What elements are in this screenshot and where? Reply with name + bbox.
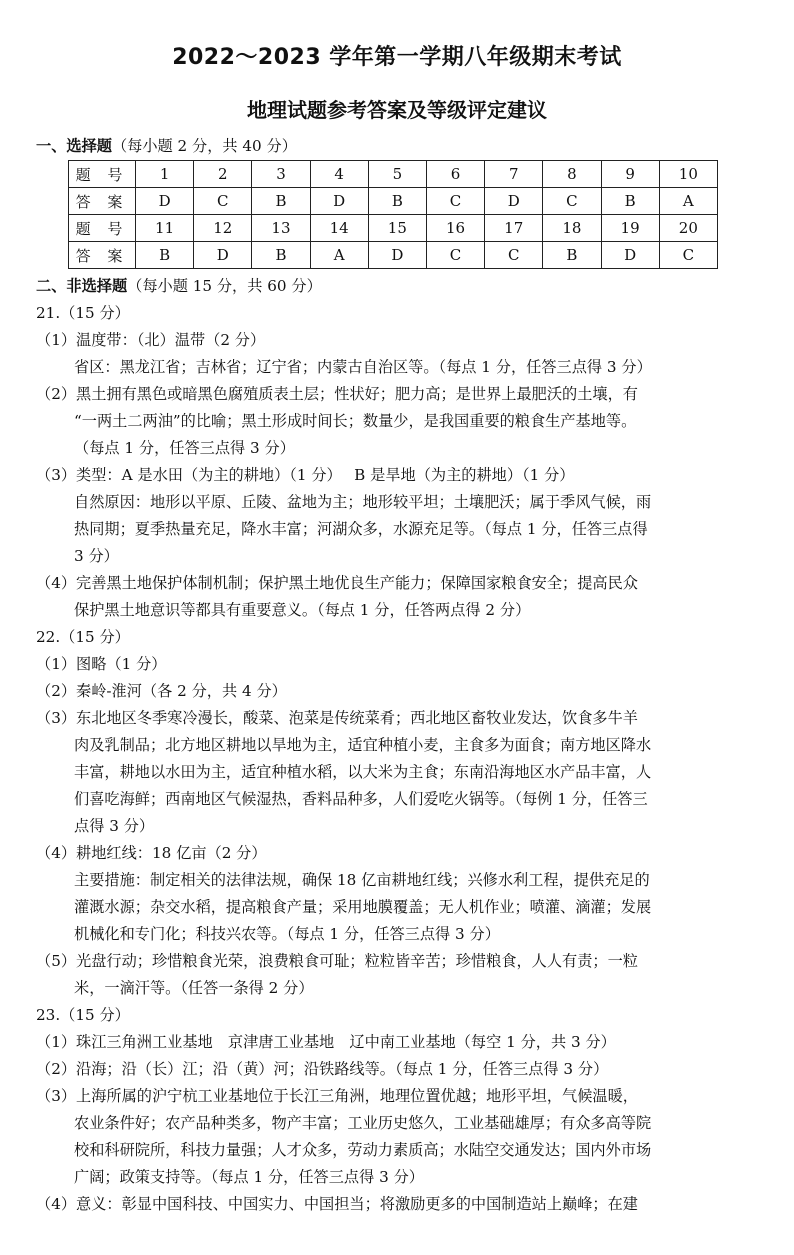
answer-table	[68, 160, 718, 269]
answer-line: 灌溉水源；杂交水稻，提高粮食产量；采用地膜覆盖；无人机作业；喷灌、滴灌；发展	[74, 898, 652, 916]
cell: C	[543, 188, 601, 215]
cell: 17	[485, 215, 543, 242]
question-22-header: 22.（15 分）	[36, 628, 130, 646]
cell: B	[368, 188, 426, 215]
section-one-note: （每小题 2 分，共 40 分）	[111, 137, 297, 155]
cell: 20	[659, 215, 717, 242]
cell: D	[601, 242, 659, 269]
cell: 3	[252, 161, 310, 188]
cell: D	[485, 188, 543, 215]
answer-line: 米，一滴汗等。（任答一条得 2 分）	[74, 979, 314, 997]
answer-line: 省区：黑龙江省；吉林省；辽宁省；内蒙古自治区等。（每点 1 分，任答三点得 3 分）	[74, 358, 652, 376]
exam-title: 2022～2023 学年第一学期八年级期末考试	[172, 45, 622, 70]
row-label-question: 题 号	[69, 161, 136, 188]
cell: 18	[543, 215, 601, 242]
answer-line: 点得 3 分）	[74, 817, 155, 835]
question-21-header: 21.（15 分）	[36, 304, 130, 322]
cell: B	[601, 188, 659, 215]
cell: 4	[310, 161, 368, 188]
answer-line: （3）上海所属的沪宁杭工业基地位于长江三角洲，地理位置优越；地形平坦，气候温暖，	[36, 1087, 638, 1105]
cell: A	[659, 188, 717, 215]
answer-line: （4）意义：彰显中国科技、中国实力、中国担当；将激励更多的中国制造站上巅峰；在建	[36, 1195, 638, 1213]
answer-line: （5）光盘行动；珍惜粮食光荣，浪费粮食可耻；粒粒皆辛苦；珍惜粮食，人人有责；一粒	[36, 952, 638, 970]
cell: 6	[426, 161, 484, 188]
row-label-answer: 答 案	[69, 242, 136, 269]
cell: 5	[368, 161, 426, 188]
answer-line: 机械化和专门化；科技兴农等。（每点 1 分，任答三点得 3 分）	[74, 925, 500, 943]
cell: 9	[601, 161, 659, 188]
cell: A	[310, 242, 368, 269]
row-label-question: 题 号	[69, 215, 136, 242]
answer-line: （每点 1 分，任答三点得 3 分）	[74, 439, 295, 457]
cell: D	[368, 242, 426, 269]
cell: 1	[136, 161, 194, 188]
answer-line: （4）完善黑土地保护体制机制；保护黑土地优良生产能力；保障国家粮食安全；提高民众	[36, 574, 638, 592]
cell: 7	[485, 161, 543, 188]
answer-line: 保护黑土地意识等都具有重要意义。（每点 1 分，任答两点得 2 分）	[74, 601, 531, 619]
answer-line: （1）珠江三角洲工业基地 京津唐工业基地 辽中南工业基地（每空 1 分，共 3 分）	[36, 1033, 616, 1051]
answer-line: 农业条件好；农产品种类多，物产丰富；工业历史悠久，工业基础雄厚；有众多高等院	[74, 1114, 652, 1132]
answer-line: “一两土二两油”的比喻；黑土形成时间长；数量少，是我国重要的粮食生产基地等。	[74, 412, 637, 430]
section-two-note: （每小题 15 分，共 60 分）	[127, 277, 322, 295]
cell: 10	[659, 161, 717, 188]
table-row	[69, 215, 718, 242]
section-two-header	[36, 277, 322, 295]
answer-line: 热同期；夏季热量充足，降水丰富；河湖众多，水源充足等。（每点 1 分，任答三点得	[74, 520, 648, 538]
cell: 13	[252, 215, 310, 242]
answer-line: 们喜吃海鲜；西南地区气候湿热，香料品种多，人们爱吃火锅等。（每例 1 分，任答三	[74, 790, 648, 808]
cell: 16	[426, 215, 484, 242]
section-two-heading: 二、非选择题	[36, 277, 128, 295]
cell: 19	[601, 215, 659, 242]
answer-line: 主要措施：制定相关的法律法规，确保 18 亿亩耕地红线；兴修水利工程，提供充足的	[74, 871, 650, 889]
answer-line: 3 分）	[74, 547, 119, 565]
cell: B	[136, 242, 194, 269]
cell: 14	[310, 215, 368, 242]
answer-line: （3）类型：A 是水田（为主的耕地）（1 分） B 是旱地（为主的耕地）（1 分）	[36, 466, 575, 484]
answer-line: 校和科研院所，科技力量强；人才众多，劳动力素质高；水陆空交通发达；国内外市场	[74, 1141, 652, 1159]
cell: D	[194, 242, 252, 269]
cell: B	[252, 188, 310, 215]
answer-line: （4）耕地红线：18 亿亩（2 分）	[36, 844, 267, 862]
cell: C	[426, 188, 484, 215]
answer-line: 丰富，耕地以水田为主，适宜种植水稻，以大米为主食；东南沿海地区水产品丰富，人	[74, 763, 652, 781]
answer-line: （3）东北地区冬季寒冷漫长，酸菜、泡菜是传统菜肴；西北地区畜牧业发达，饮食多牛羊	[36, 709, 638, 727]
answer-line: （1）图略（1 分）	[36, 655, 167, 673]
section-one-header	[36, 137, 297, 155]
section-one-heading: 一、选择题	[36, 137, 112, 155]
cell: B	[252, 242, 310, 269]
cell: C	[194, 188, 252, 215]
table-row	[69, 188, 718, 215]
cell: 2	[194, 161, 252, 188]
answer-line: （2）黑土拥有黑色或暗黑色腐殖质表土层；性状好；肥力高；是世界上最肥沃的土壤，有	[36, 385, 638, 403]
answer-line: 广阔；政策支持等。（每点 1 分，任答三点得 3 分）	[74, 1168, 424, 1186]
table-row	[69, 161, 718, 188]
answer-line: 肉及乳制品；北方地区耕地以旱地为主，适宜种植小麦，主食多为面食；南方地区降水	[74, 736, 652, 754]
table-row	[69, 242, 718, 269]
cell: B	[543, 242, 601, 269]
cell: C	[426, 242, 484, 269]
answer-line: （1）温度带：（北）温带（2 分）	[36, 331, 266, 349]
cell: D	[136, 188, 194, 215]
cell: 12	[194, 215, 252, 242]
answer-line: （2）秦岭-淮河（各 2 分，共 4 分）	[36, 682, 287, 700]
cell: 11	[136, 215, 194, 242]
question-23-header: 23.（15 分）	[36, 1006, 130, 1024]
cell: C	[659, 242, 717, 269]
cell: 8	[543, 161, 601, 188]
answer-line: 自然原因：地形以平原、丘陵、盆地为主；地形较平坦；土壤肥沃；属于季风气候，雨	[74, 493, 652, 511]
cell: D	[310, 188, 368, 215]
cell: 15	[368, 215, 426, 242]
row-label-answer: 答 案	[69, 188, 136, 215]
answer-line: （2）沿海；沿（长）江；沿（黄）河；沿铁路线等。（每点 1 分，任答三点得 3 分）	[36, 1060, 609, 1078]
answer-key-title: 地理试题参考答案及等级评定建议	[247, 98, 547, 122]
cell: C	[485, 242, 543, 269]
